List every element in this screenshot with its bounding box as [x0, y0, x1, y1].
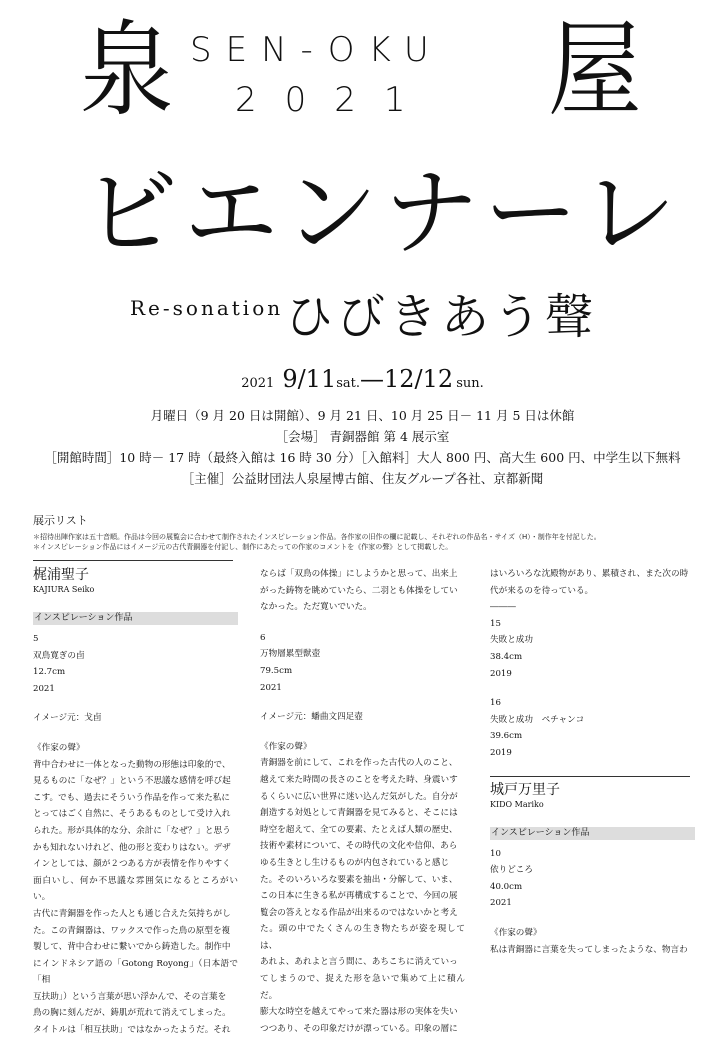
voice-line: 膨大な時空を越えてやって来た器は形の実体を失い	[260, 1007, 458, 1018]
voice-line: なかった。ただ寛いでいた。	[260, 602, 372, 613]
voice-line: た。この青銅器は、ワックスで作った鳥の原型を複	[33, 925, 231, 936]
voice-line: 見るものに「なぜ？」という不思議な感情を呼び起	[33, 776, 231, 787]
column-2	[260, 566, 465, 1037]
voice-heading: 《作家の聲》	[33, 742, 85, 753]
voice-line: 越えて来た時間の長さのことを考えた時、身震いす	[260, 774, 458, 785]
voice-line: つつあり、その印象だけが漂っている。印象の層に	[260, 1023, 458, 1034]
voice-line: とってはごく自然に、そうあるものとして受け入れ	[33, 809, 231, 820]
work-title: 双鳥寛ぎの卣	[33, 650, 85, 661]
voice-line: 製して、背中合わせに繋いでから鋳造した。制作中	[33, 942, 231, 953]
voice-continuation	[490, 566, 695, 599]
work-year: 2019	[490, 668, 512, 679]
dates-year: 2021	[241, 376, 275, 391]
image-source: イメージ元：蟠曲文四足壺	[260, 712, 363, 723]
logo-year: 2021	[235, 80, 434, 120]
work-number: 6	[260, 632, 266, 643]
voice-line: ならば「双鳥の体操」にしようかと思って、出来上	[260, 569, 458, 579]
dates-end: 12/12	[384, 365, 454, 393]
info-venue: ［会場］ 青銅器館 第 4 展示室	[275, 429, 450, 444]
work-year: 2021	[33, 683, 55, 694]
logo-kanji-oku: 屋	[548, 9, 642, 131]
voice-line: はいろいろな沈殿物があり、累積され、また次の時	[490, 569, 689, 579]
voice-line: タイトルは「相互扶助」ではなかったようだ。それ	[33, 1025, 231, 1036]
work-size: 39.6cm	[490, 731, 523, 742]
logo-kanji-sen: 泉	[80, 9, 174, 131]
artist-name: 城戸万里子	[490, 781, 560, 798]
voice-continuation	[260, 566, 465, 616]
work-title: 失敗と成功 ペチャンコ	[490, 714, 585, 725]
work-size: 79.5cm	[260, 665, 293, 676]
work-size: 12.7cm	[33, 667, 66, 678]
logo-sen-oku: SEN-OKU	[190, 30, 443, 70]
voice-line: 代が来るのを待っている。	[490, 585, 594, 596]
voice-line: こす。でも、過去にそういう作品を作って来た私に	[33, 792, 230, 803]
subtitle-hibiki: ひびきあう聲	[285, 289, 598, 345]
voice-line: 時空を超えて、全ての要素、たとえば人類の歴史、	[260, 824, 458, 835]
subtitle-resonation: Re-sonation	[130, 296, 284, 320]
artist-roman: KAJIURA Seiko	[33, 585, 95, 594]
voice-line: 私は青銅器に言葉を失ってしまったような、物言わ	[490, 944, 688, 955]
voice-line: た。頭の中でたくさんの生き物たちが姿を現しては、	[260, 924, 465, 951]
work-size: 38.4cm	[490, 651, 523, 662]
voice-line: にインドネシア語の「Gotong Royong」（日本語で「相	[33, 958, 238, 986]
voice-line: かも知れないけれど、他の形と変わりはない。デザ	[33, 842, 231, 853]
list-note-1: ＊招待出陣作家は五十音順。作品は今回の展覧会に合わせて制作されたインスピレーション作品。各作家の旧作の欄に記載し、それぞれの作品名・サイズ（H）・制作年を付記した。	[33, 533, 601, 541]
voice-line: 鳥の胸に刻んだが、鋳肌が荒れて消えてしまった。	[33, 1008, 231, 1019]
list-title: 展示リスト	[33, 514, 88, 527]
voice-line: ゆる生きとし生けるものが内包されていると感じ	[260, 857, 450, 868]
dates-dash: —	[360, 365, 385, 393]
inspiration-tag: インスピレーション作品	[490, 827, 695, 840]
separator: ―――	[490, 602, 516, 613]
info-hours: ［開館時間］10 時－ 17 時（最終入館は 16 時 30 分）［入館料］大人 800 円、高大生 600 円、中学生以下無料	[44, 450, 681, 465]
artist-name: 梶浦聖子	[33, 567, 89, 583]
column-3-rule	[490, 776, 690, 777]
inspiration-tag: インスピレーション作品	[33, 612, 238, 625]
voice-line: この日本に生きる私が再構成することで、今回の展	[260, 891, 458, 902]
column-3	[490, 566, 695, 958]
voice-line: インとしては、顔が２つある方が表情を作りやすく	[33, 859, 231, 870]
voice-body	[33, 757, 238, 1039]
voice-line: がった鋳物を眺めていたら、二羽とも体操をしてい	[260, 585, 458, 596]
image-source: イメージ元：戈卣	[33, 713, 102, 724]
voice-line: 背中合わせに一体となった動物の形態は印象的で、	[33, 759, 231, 770]
work-number: 15	[490, 618, 501, 629]
voice-line: るくらいに広い世界に迷い込んだ気がした。自分が	[260, 791, 458, 802]
work-title: 失敗と成功	[490, 635, 533, 646]
voice-line: 創造する対処として青銅器を見てみると、そこには	[260, 808, 458, 819]
work-year: 2021	[260, 682, 282, 693]
voice-line: た。そのいろいろな要素を抽出・分解して、いま、	[260, 874, 458, 885]
work-number: 5	[33, 634, 39, 644]
list-note-2: ＊インスピレーション作品にはイメージ元の古代青銅器を付記し、制作にあたっての作家のコメントを《作家の聲》として掲載した。	[33, 543, 453, 551]
voice-heading: 《作家の聲》	[490, 927, 542, 938]
column-1-rule	[33, 560, 233, 561]
voice-line: 技術や素材について、その時代の文化や信仰、あら	[260, 841, 458, 852]
work-title: 依りどころ	[490, 865, 533, 876]
voice-line: 青銅器を前にして、これを作った古代の人のこと、	[260, 758, 458, 769]
artist-roman: KIDO Mariko	[490, 799, 544, 809]
voice-line: 覧会の答えとなる作品が出来るのではないかと考え	[260, 907, 458, 918]
info-closed: 月曜日（9 月 20 日は開館）、9 月 21 日、10 月 25 日－ 11 月 5 日は休館	[150, 408, 575, 423]
voice-line: られた。形が具体的な分、余計に「なぜ？」と思う	[33, 825, 231, 836]
voice-heading: 《作家の聲》	[260, 741, 312, 752]
dates-start-day: sat.	[336, 376, 361, 391]
column-1	[33, 566, 238, 1039]
dates-end-day: sun.	[456, 376, 484, 391]
work-title: 万物層累型獣壺	[260, 649, 321, 660]
info-organizer: ［主催］公益財団法人泉屋博古館、住友グループ各社、京都新聞	[181, 471, 544, 486]
work-year: 2021	[490, 898, 512, 909]
voice-line: 互扶助」）という言葉が思い浮かんで、その言葉を	[33, 991, 227, 1002]
work-size: 40.0cm	[490, 881, 523, 892]
exhibition-dates	[0, 365, 725, 393]
work-year: 2019	[490, 747, 512, 758]
voice-line: てしまうので、捉えた形を急いで集めて上に積んだ。	[260, 974, 465, 1001]
voice-body	[260, 755, 465, 1037]
voice-line: 古代に青銅器を作った人とも通じ合えた気持ちがし	[33, 908, 231, 919]
work-number: 10	[490, 848, 501, 859]
voice-line: 面白いし、何か不思議な雰囲気になるところがいい。	[33, 875, 238, 903]
title-biennale: ビエンナーレ	[84, 157, 682, 269]
voice-line: あれよ、あれよと言う間に、あちこちに消えていっ	[260, 957, 458, 968]
work-number: 16	[490, 698, 501, 709]
dates-start: 9/11	[282, 365, 337, 393]
